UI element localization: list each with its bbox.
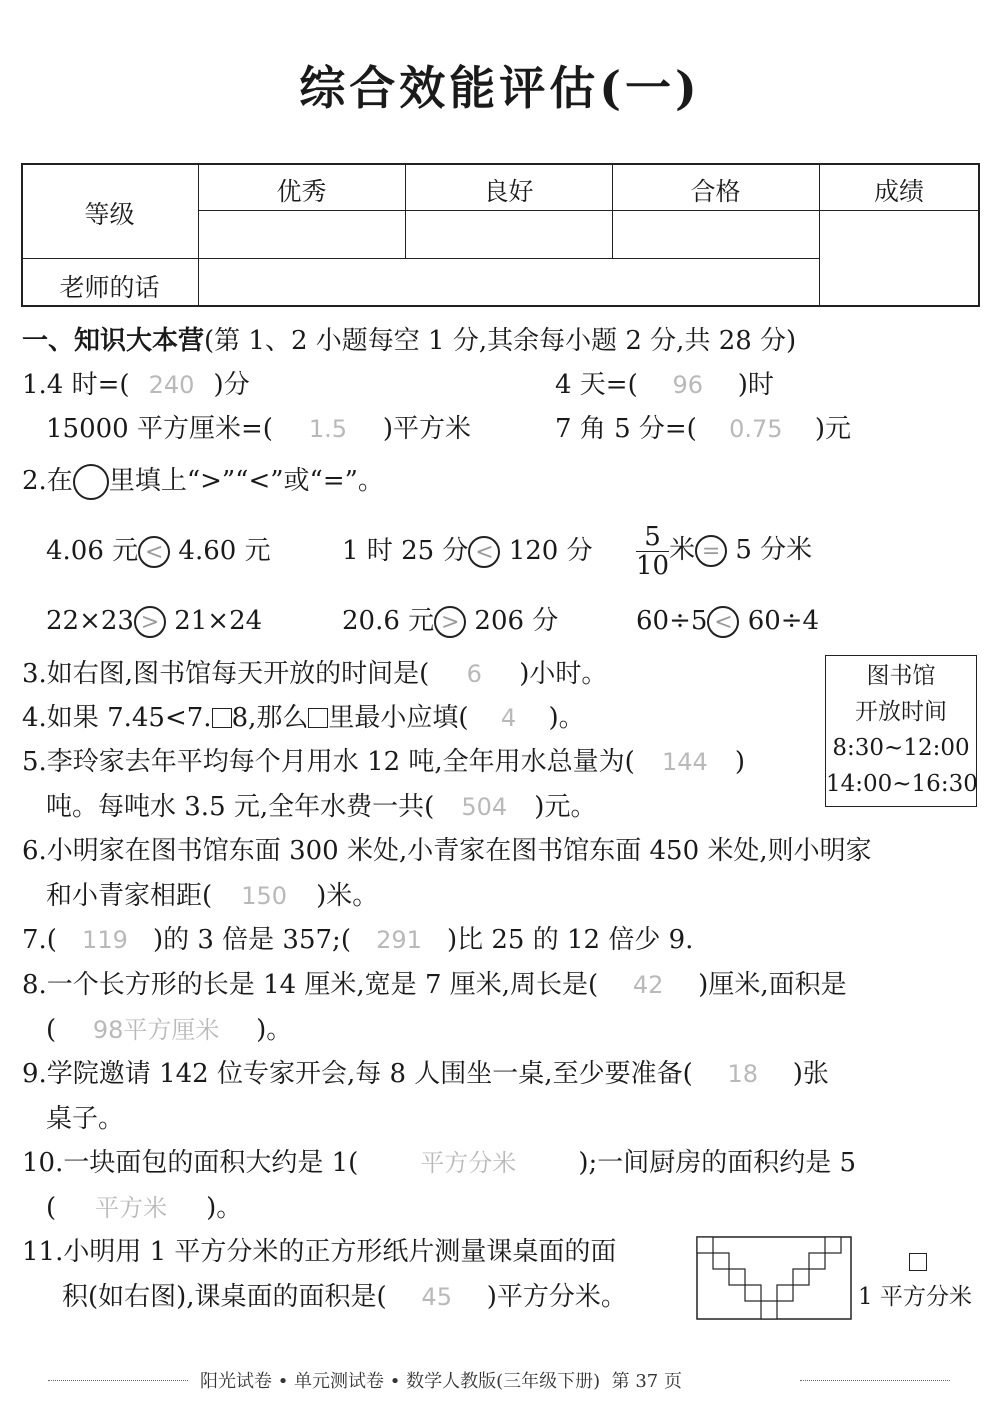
tile-squares (697, 1237, 841, 1319)
section-note: (第 1、2 小题每空 1 分,其余每小题 2 分,共 28 分) (204, 326, 797, 356)
library-title: 图书馆 (866, 663, 936, 689)
question-1a: 1.4 时=( 240 )分 (22, 370, 250, 400)
footer-series: 阳光试卷 • 单元测试卷 • 数学人教版(三年级下册) (200, 1371, 601, 1392)
answer: 144 (661, 748, 708, 776)
page-title: 综合效能评估(一) (299, 61, 701, 115)
question-6-line1: 6.小明家在图书馆东面 300 米处,小青家在图书馆东面 450 米处,则小明家 (22, 836, 872, 866)
answer: 119 (82, 926, 128, 954)
answer: 504 (461, 793, 508, 821)
compare-circle: < (707, 606, 739, 638)
compare-circle: > (134, 606, 166, 638)
fraction: $\frac{5}{10}$ (636, 521, 670, 581)
question-11-line1: 11.小明用 1 平方分米的正方形纸片测量课桌面的面 (22, 1237, 617, 1267)
question-11-line2: 积(如右图),课桌面的面积是( 45 )平方分米。 (62, 1282, 627, 1312)
section-title: 一、知识大本营 (22, 326, 205, 356)
question-6-line2: 和小青家相距( 150 )米。 (46, 881, 379, 911)
question-10-line1: 10.一块面包的面积大约是 1( 平方分米 );一间厨房的面积约是 5 (22, 1148, 857, 1178)
answer: 1.5 (308, 415, 347, 443)
circle-icon (73, 464, 109, 500)
compare-1a: 4.06 元 < 4.60 元 (46, 536, 271, 566)
unit-square-label: 1 平方分米 (858, 1284, 972, 1310)
question-10-line2: ( 平方米 )。 (46, 1193, 243, 1223)
question-1c: 15000 平方厘米=( 1.5 )平方米 (46, 414, 472, 444)
question-9-line1: 9.学院邀请 142 位专家开会,每 8 人围坐一桌,至少要准备( 18 )张 (22, 1059, 829, 1089)
compare-1c: $\frac{5}{10}$ 米 = 5 分米 (636, 521, 813, 581)
library-hours-morning: 8:30~12:00 (832, 735, 970, 761)
compare-circle: > (434, 606, 466, 638)
library-hours-afternoon: 14:00~16:30 (826, 771, 978, 797)
section-heading (22, 324, 796, 358)
question-5-line1: 5.李玲家去年平均每个月用水 12 吨,全年用水总量为( 144 ) (22, 747, 745, 777)
teacher-comment-label: 老师的话 (59, 273, 160, 302)
answer: 平方米 (95, 1194, 168, 1222)
col-excellent: 优秀 (276, 177, 327, 206)
question-7: 7.( 119 )的 3 倍是 357;( 291 )比 25 的 12 倍少 9. (22, 925, 694, 955)
question-1d: 7 角 5 分=( 0.75 )元 (555, 414, 851, 444)
question-4: 4.如果 7.45<7. 8,那么 里最小应填( 4 )。 (22, 703, 585, 733)
question-8-line1: 8.一个长方形的长是 14 厘米,宽是 7 厘米,周长是( 42 )厘米,面积是 (22, 970, 847, 1000)
answer: 291 (376, 926, 422, 954)
answer: 240 (148, 371, 195, 399)
footer-rule-left (48, 1380, 188, 1381)
desk-tiling-diagram (696, 1236, 854, 1322)
footer-rule-right (800, 1380, 950, 1381)
answer: 0.75 (729, 415, 783, 443)
question-1b: 4 天=( 96 )时 (555, 370, 774, 400)
compare-circle: < (468, 536, 500, 568)
question-5-line2: 吨。每吨水 3.5 元,全年水费一共( 504 )元。 (46, 792, 597, 822)
compare-2b: 20.6 元 > 206 分 (342, 606, 559, 636)
answer: 平方分米 (420, 1149, 517, 1177)
answer: 4 (500, 704, 517, 732)
unit-square-icon (909, 1253, 927, 1271)
compare-2c: 60÷5 < 60÷4 (636, 606, 820, 636)
question-2: 2.在 里填上“>”“<”或“=”。 (22, 464, 384, 500)
col-pass: 合格 (690, 177, 741, 206)
col-good: 良好 (483, 177, 534, 206)
compare-1b: 1 时 25 分 < 120 分 (342, 536, 593, 566)
question-8-line2: ( 98平方厘米 )。 (46, 1015, 293, 1045)
compare-circle: < (138, 536, 170, 568)
answer: 42 (632, 971, 664, 999)
library-subtitle: 开放时间 (855, 699, 947, 725)
answer: 98平方厘米 (92, 1016, 220, 1044)
library-hours-box (825, 655, 977, 807)
blank-square-icon (212, 708, 232, 728)
compare-circle: = (695, 535, 727, 567)
col-score: 成绩 (873, 177, 924, 206)
footer-text (200, 1367, 682, 1393)
answer: 18 (727, 1060, 758, 1088)
compare-2a: 22×23 > 21×24 (46, 606, 263, 636)
grade-label: 等级 (84, 200, 135, 229)
answer: 6 (466, 660, 482, 688)
page-number: 第 37 页 (611, 1371, 682, 1392)
answer: 45 (421, 1283, 452, 1311)
answer: 150 (241, 882, 288, 910)
question-3: 3.如右图,图书馆每天开放的时间是( 6 )小时。 (22, 659, 608, 689)
blank-square-icon (308, 708, 328, 728)
answer: 96 (672, 371, 704, 399)
question-9-line2: 桌子。 (46, 1104, 125, 1134)
